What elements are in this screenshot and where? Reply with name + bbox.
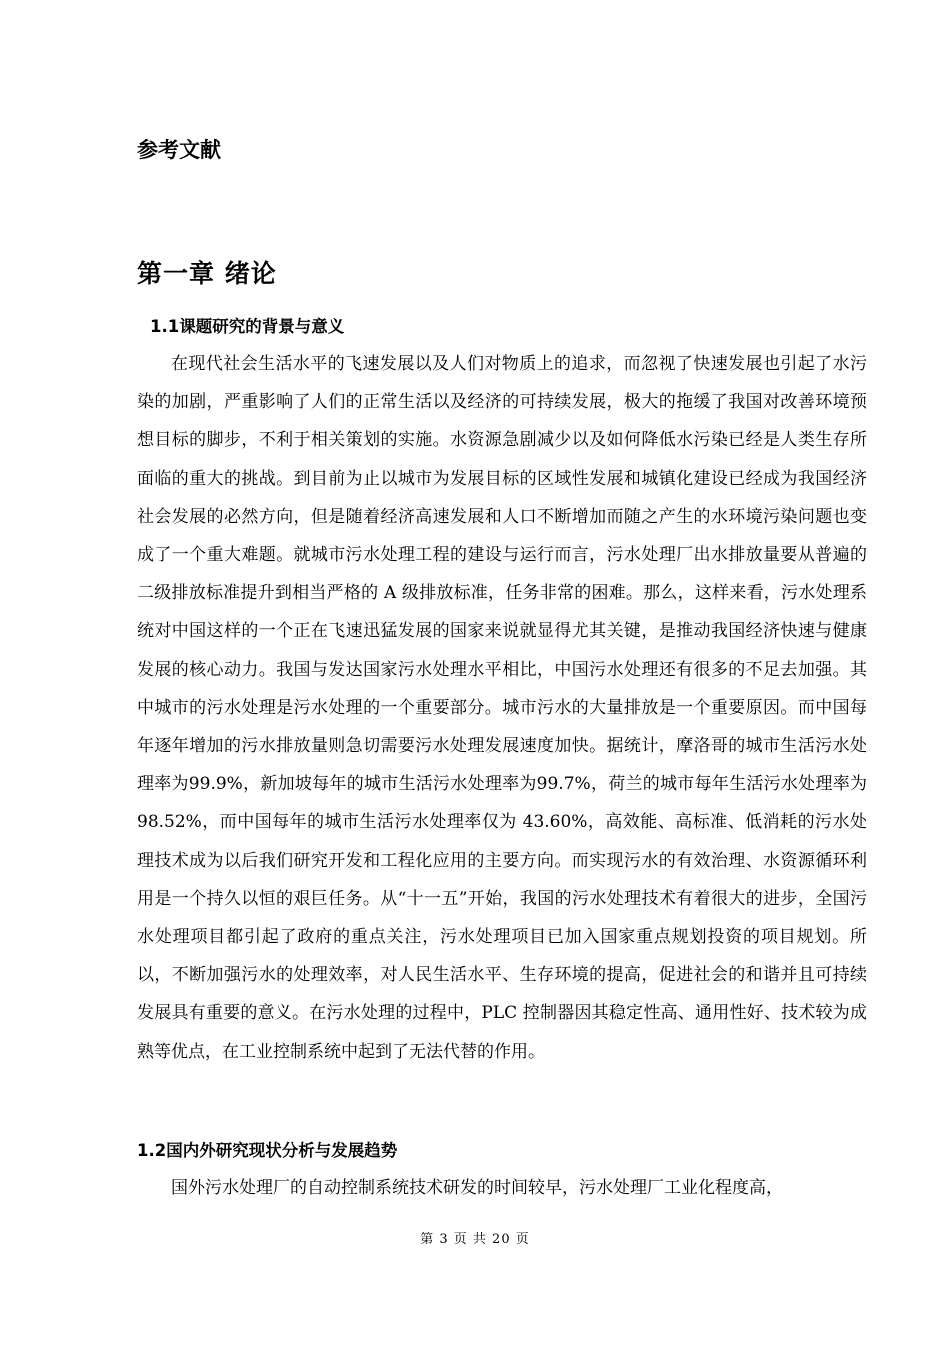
section-heading-1-1: 1.1课题研究的背景与意义 — [150, 317, 345, 336]
chapter-title: 第一章 绪论 — [137, 259, 277, 288]
references-heading: 参考文献 — [137, 138, 221, 162]
page-number-footer: 第 3 页 共 20 页 — [420, 1232, 530, 1247]
section-1-1-paragraph: 在现代社会生活水平的飞速发展以及人们对物质上的追求，而忽视了快速发展也引起了水污染的加剧，严重影响了人们的正常生活以及经济的可持续发展，极大的拖缓了我国对改善环境预想目标的脚步，不利于相关策划的实施。水资源急剧减少以及如何降低水污染已经是人类生存所面临的重大的挑战。到目前为止以城市为发展目标的区域性发展和城镇化建设已经成为我国经济社会发展的必然方向，但是随着经济高速发展和人口不断增加而随之产生的水环境污染问题也变成了一个重大难题。就城市污水处理工程的建设与运行而言，污水处理厂出水排放量要从普遍的二级排放标准提升到相当严格的 A 级排放标准，任务非常的困难。那么，这样来看，污水处理系统对中国这样的一个正在飞速迅猛发展的国家来说就显得尤其关键，是推动我国经济快速与健康发展的核心动力。我国与发达国家污水处理水平相比，中国污水处理还有很多的不足去加强。其中城市的污水处理是污水处理的一个重要部分。城市污水的大量排放是一个重要原因。而中国每年逐年增加的污水排放量则急切需要污水处理发展速度加快。据统计，摩洛哥的城市生活污水处理率为99.9%，新加坡每年的城市生活污水处理率为99.7%，荷兰的城市每年生活污水处理率为 98.52%，而中国每年的城市生活污水处理率仅为 43.60%，高效能、高标准、低消耗的污水处理技术成为以后我们研究开发和工程化应用的主要方向。而实现污水的有效治理、水资源循环利用是一个持久以恒的艰巨任务。从“十一五”开始，我国的污水处理技术有着很大的进步，全国污水处理项目都引起了政府的重点关注，污水处理项目已加入国家重点规划投资的项目规划。所以，不断加强污水的处理效率，对人民生活水平、生存环境的提高，促进社会的和谐并且可持续发展具有重要的意义。在污水处理的过程中，PLC 控制器因其稳定性高、通用性好、技术较为成熟等优点，在工业控制系统中起到了无法代替的作用。 — [137, 354, 867, 1062]
section-heading-1-2: 1.2国内外研究现状分析与发展趋势 — [137, 1141, 398, 1160]
section-1-2-paragraph: 国外污水处理厂的自动控制系统技术研发的时间较早，污水处理厂工业化程度高， — [171, 1178, 783, 1198]
